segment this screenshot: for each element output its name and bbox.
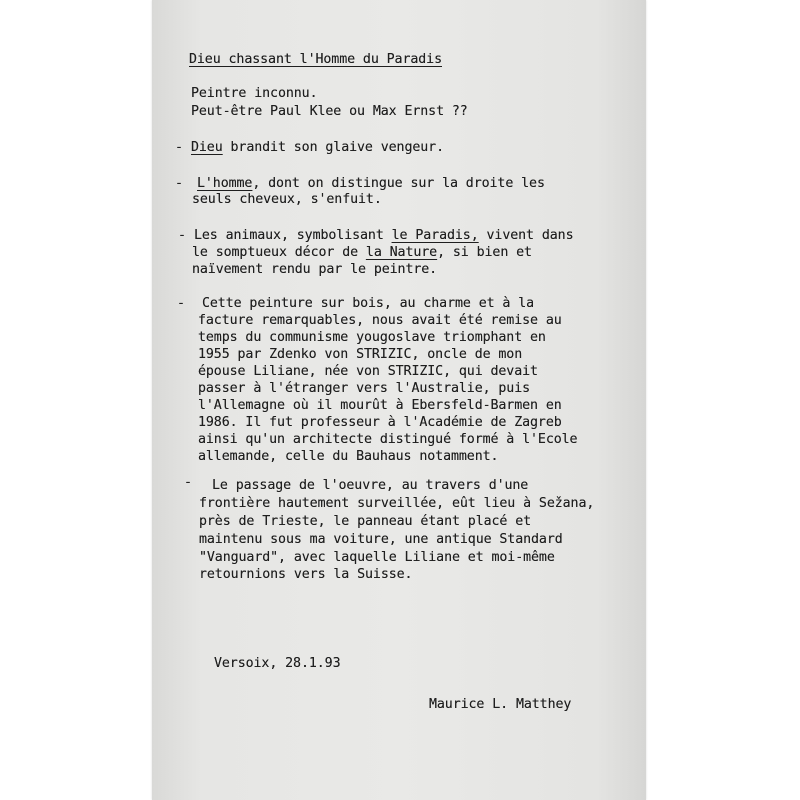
para5-line: Le passage de l'oeuvre, au travers d'une xyxy=(212,478,529,493)
signature: Maurice L. Matthey xyxy=(429,697,572,712)
para5-line: maintenu sous ma voiture, une antique Standard xyxy=(199,532,563,547)
para5-line: près de Trieste, le panneau étant placé et xyxy=(199,514,532,529)
document-title: Dieu chassant l'Homme du Paradis xyxy=(189,52,442,67)
para5-line: retournions vers la Suisse. xyxy=(199,567,413,582)
para3-line-1 xyxy=(194,228,573,243)
para3-l2-underlined: la Nature xyxy=(365,245,438,260)
para4-line: facture remarquables, nous avait été remise au xyxy=(198,313,562,328)
para4-line: temps du communisme yougoslave triomphant en xyxy=(198,330,546,345)
para3-l2-pre: le somptueux décor de xyxy=(192,245,366,260)
para3-l1-post: vivent dans xyxy=(478,228,574,243)
para2-line-2: seuls cheveux, s'enfuit. xyxy=(192,192,382,207)
para2-rest: , dont on distingue sur la droite les xyxy=(252,176,545,191)
para4-line: 1986. Il fut professeur à l'Académie de Zagreb xyxy=(198,415,562,430)
para4-line: passer à l'étranger vers l'Australie, puis xyxy=(198,381,531,396)
intro-line-1: Peintre inconnu. xyxy=(191,86,318,101)
para1-underlined: Dieu xyxy=(191,140,223,155)
para5-line: "Vanguard", avec laquelle Liliane et moi-même xyxy=(199,550,555,565)
para5-dash: - xyxy=(184,475,192,490)
para3-l1-pre: Les animaux, symbolisant xyxy=(194,228,392,243)
para1-rest: brandit son glaive vengeur. xyxy=(222,140,444,155)
para1-dash: - xyxy=(175,140,183,155)
para2-line-1 xyxy=(197,176,545,191)
para2-underlined: L'homme xyxy=(197,176,253,191)
place-date: Versoix, 28.1.93 xyxy=(214,656,341,671)
intro-line-2: Peut-être Paul Klee ou Max Ernst ?? xyxy=(191,104,468,119)
para5-line: frontière hautement surveillée, eût lieu à Sežana, xyxy=(199,496,595,511)
para4-line: Cette peinture sur bois, au charme et à la xyxy=(202,296,535,311)
para4-line: épouse Liliane, née von STRIZIC, qui devait xyxy=(198,364,538,379)
para3-line-2 xyxy=(192,245,532,260)
para3-dash: - xyxy=(178,228,186,243)
para1-line xyxy=(191,140,444,155)
para4-line: ainsi qu'un architecte distingué formé à l'Ecole xyxy=(198,432,578,447)
para3-l1-underlined: le Paradis, xyxy=(391,228,479,243)
para2-dash: - xyxy=(175,176,183,191)
para3-line-3: naïvement rendu par le peintre. xyxy=(192,262,438,277)
para4-line: 1955 par Zdenko von STRIZIC, oncle de mon xyxy=(198,347,523,362)
para4-line: l'Allemagne où il mourût à Ebersfeld-Barmen en xyxy=(198,398,562,413)
para4-line: allemande, celle du Bauhaus notamment. xyxy=(198,449,499,464)
para3-l2-post: , si bien et xyxy=(437,245,532,260)
para4-dash: - xyxy=(177,296,185,311)
